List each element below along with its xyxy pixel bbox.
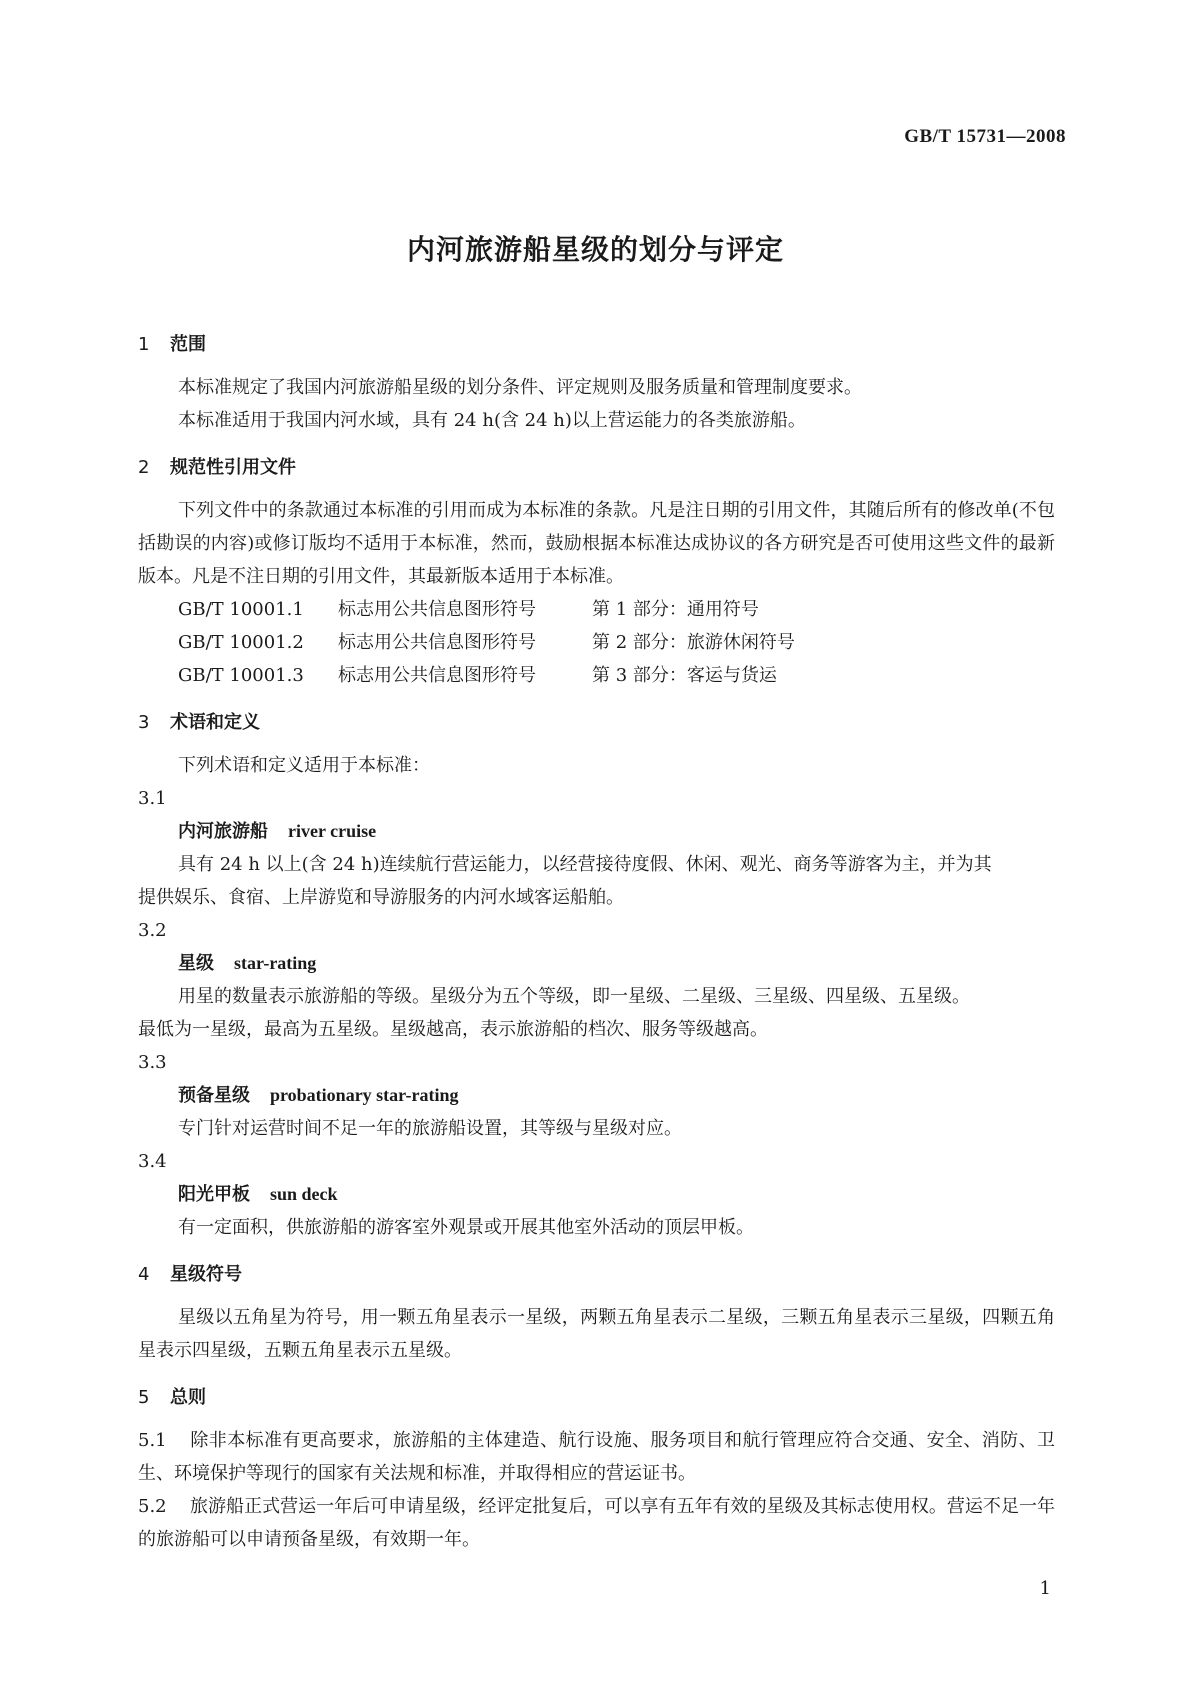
term-number: 3.4: [138, 1151, 167, 1172]
paragraph: 星级以五角星为符号，用一颗五角星表示一星级，两颗五角星表示二星级，三颗五角星表示三星级，四颗五角星表示四星级，五颗五角星表示五星级。: [138, 1307, 1055, 1361]
paragraph: 本标准规定了我国内河旅游船星级的划分条件、评定规则及服务质量和管理制度要求。: [178, 377, 862, 398]
section-heading-2: 2 规范性引用文件: [138, 457, 296, 478]
term-definition: 具有 24 h 以上(含 24 h)连续航行营运能力，以经营接待度假、休闲、观光、商务等游客为主，并为其: [178, 854, 992, 875]
page-number: 1: [1039, 1578, 1051, 1599]
section-heading-4: 4 星级符号: [138, 1264, 242, 1285]
term-definition-cont: 最低为一星级，最高为五星级。星级越高，表示旅游船的档次、服务等级越高。: [138, 1019, 768, 1040]
section-heading-3: 3 术语和定义: [138, 712, 260, 733]
paragraph: 下列术语和定义适用于本标准：: [178, 755, 430, 776]
term-title: 阳光甲板 sun deck: [178, 1184, 338, 1205]
reference-item: GB/T 10001.2 标志用公共信息图形符号 第 2 部分：旅游休闲符号: [178, 632, 795, 653]
document-body: [138, 328, 1055, 1556]
term-definition: 有一定面积，供旅游船的游客室外观景或开展其他室外活动的顶层甲板。: [178, 1217, 754, 1238]
term-title: 星级 star-rating: [178, 953, 317, 974]
section-heading-1: 1 范围: [138, 334, 206, 355]
term-title: 预备星级 probationary star-rating: [178, 1085, 459, 1106]
paragraph: 本标准适用于我国内河水域，具有 24 h(含 24 h)以上营运能力的各类旅游船。: [178, 410, 806, 431]
term-number: 3.1: [138, 788, 167, 809]
section-heading-5: 5 总则: [138, 1387, 206, 1408]
term-number: 3.2: [138, 920, 167, 941]
term-number: 3.3: [138, 1052, 167, 1073]
term-title: 内河旅游船 river cruise: [178, 821, 377, 842]
paragraph: 下列文件中的条款通过本标准的引用而成为本标准的条款。凡是注日期的引用文件，其随后所有的修改单(不包括勘误的内容)或修订版均不适用于本标准，然而，鼓励根据本标准达成协议的各方研究是否可使用这些文件的最新版本。凡是不注日期的引用文件，其最新版本适用于本标准。: [138, 500, 1055, 587]
term-definition: 用星的数量表示旅游船的等级。星级分为五个等级，即一星级、二星级、三星级、四星级、五星级。: [178, 986, 970, 1007]
standard-number: GB/T 15731—2008: [904, 126, 1066, 147]
document-title: 内河旅游船星级的划分与评定: [406, 233, 784, 266]
clause-item: 5.1 除非本标准有更高要求，旅游船的主体建造、航行设施、服务项目和航行管理应符合交通、安全、消防、卫生、环境保护等现行的国家有关法规和标准，并取得相应的营运证书。: [138, 1430, 1055, 1484]
term-definition: 专门针对运营时间不足一年的旅游船设置，其等级与星级对应。: [178, 1118, 682, 1139]
clause-item: 5.2 旅游船正式营运一年后可申请星级，经评定批复后，可以享有五年有效的星级及其标志使用权。营运不足一年的旅游船可以申请预备星级，有效期一年。: [138, 1496, 1055, 1550]
reference-item: GB/T 10001.3 标志用公共信息图形符号 第 3 部分：客运与货运: [178, 665, 777, 686]
reference-item: GB/T 10001.1 标志用公共信息图形符号 第 1 部分：通用符号: [178, 599, 759, 620]
term-definition-cont: 提供娱乐、食宿、上岸游览和导游服务的内河水域客运船舶。: [138, 887, 624, 908]
